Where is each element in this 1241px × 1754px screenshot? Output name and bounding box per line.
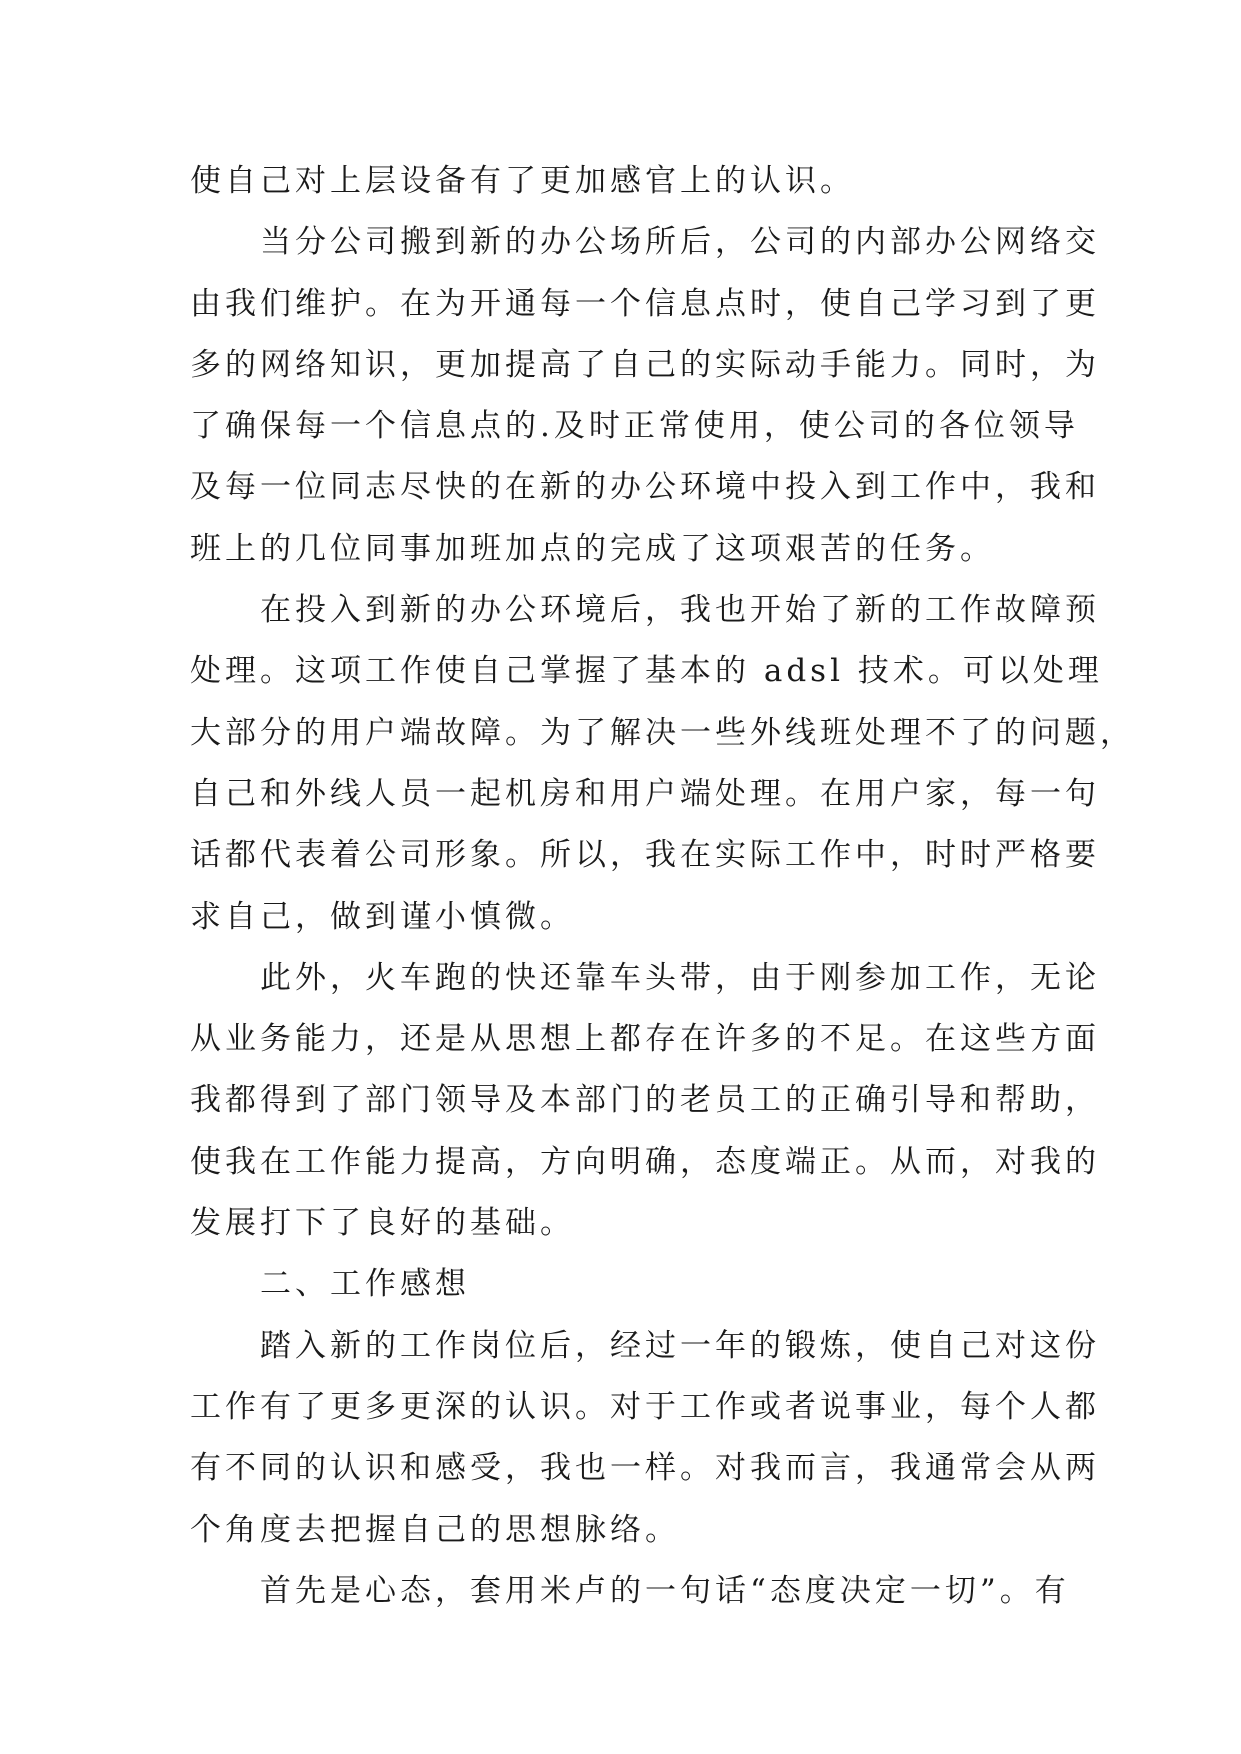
text-line: 大部分的用户端故障。为了解决一些外线班处理不了的问题，	[190, 714, 1135, 751]
text-line: 了确保每一个信息点的.及时正常使用，使公司的各位领导	[190, 408, 1079, 445]
text-line: 工作有了更多更深的认识。对于工作或者说事业，每个人都	[190, 1388, 1100, 1425]
text-line: 使我在工作能力提高，方向明确，态度端正。从而，对我的	[190, 1143, 1100, 1180]
text-line: 个角度去把握自己的思想脉络。	[190, 1511, 680, 1548]
text-line: 此外，火车跑的快还靠车头带，由于刚参加工作，无论	[260, 959, 1100, 996]
text-line: 有不同的认识和感受，我也一样。对我而言，我通常会从两	[190, 1450, 1100, 1487]
text-line: 话都代表着公司形象。所以，我在实际工作中，时时严格要	[190, 837, 1100, 874]
text-line: 班上的几位同事加班加点的完成了这项艰苦的任务。	[190, 530, 995, 567]
text-line: 在投入到新的办公环境后，我也开始了新的工作故障预	[260, 592, 1100, 629]
text-line: 踏入新的工作岗位后，经过一年的锻炼，使自己对这份	[260, 1327, 1100, 1364]
text-line: 多的网络知识，更加提高了自己的实际动手能力。同时，为	[190, 346, 1100, 383]
text-line: 使自己对上层设备有了更加感官上的认识。	[190, 163, 855, 199]
section-heading: 二、工作感想	[260, 1266, 470, 1303]
text-line: 发展打下了良好的基础。	[190, 1205, 575, 1242]
text-line: 及每一位同志尽快的在新的办公环境中投入到工作中，我和	[190, 469, 1100, 506]
text-line: 从业务能力，还是从思想上都存在许多的不足。在这些方面	[190, 1021, 1100, 1058]
text-line: 当分公司搬到新的办公场所后，公司的内部办公网络交	[260, 224, 1100, 261]
text-line: 处理。这项工作使自己掌握了基本的 adsl 技术。可以处理	[190, 653, 1103, 690]
text-line: 自己和外线人员一起机房和用户端处理。在用户家，每一句	[190, 775, 1100, 812]
document-body	[190, 151, 1135, 1622]
text-line: 我都得到了部门领导及本部门的老员工的正确引导和帮助，	[190, 1082, 1100, 1119]
text-line: 首先是心态，套用米卢的一句话“态度决定一切”。有	[260, 1572, 1070, 1609]
text-line: 由我们维护。在为开通每一个信息点时，使自己学习到了更	[190, 285, 1100, 322]
text-line: 求自己，做到谨小慎微。	[190, 898, 575, 935]
